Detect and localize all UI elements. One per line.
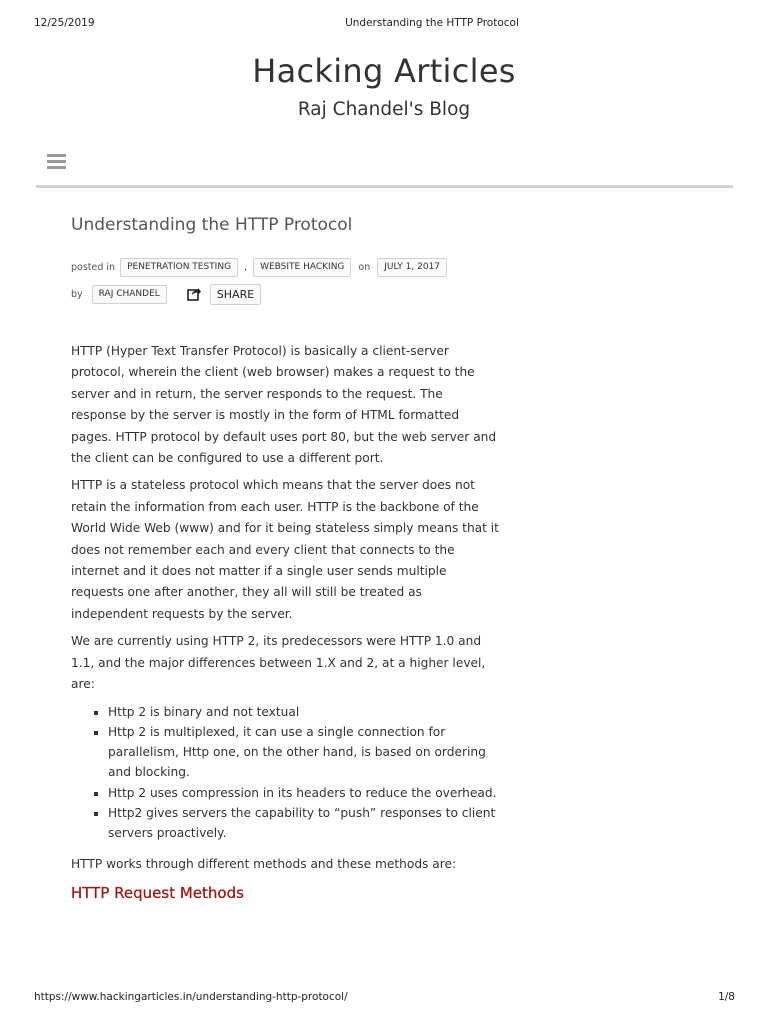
paragraph: HTTP (Hyper Text Transfer Protocol) is basically a client-server protocol, wherein the client (web browser) makes a request to the server and in return, the server responds to the request. The response by the server is mostly in the form of HTML formatted pages. HTTP protocol by default uses port 80, but the web server and the client can be configured to use a different port. — [71, 344, 497, 466]
category-tag-penetration-testing[interactable]: PENETRATION TESTING — [120, 258, 238, 277]
print-url[interactable]: https://www.hackingarticles.in/understanding-http-protocol/ — [34, 991, 348, 1003]
list-item: Http 2 is multiplexed, it can use a single connection for parallelism, Http one, on the other hand, is based on ordering and blocking. — [108, 722, 501, 783]
category-tag-website-hacking[interactable]: WEBSITE HACKING — [253, 258, 351, 277]
post-title: Understanding the HTTP Protocol — [71, 215, 353, 235]
http2-differences-list — [71, 702, 501, 844]
section-heading: HTTP Request Methods — [71, 883, 244, 902]
paragraph: We are currently using HTTP 2, its predecessors were HTTP 1.0 and 1.1, and the major differences between 1.X and 2, at a higher level, are: — [71, 634, 486, 692]
post-meta — [71, 257, 501, 313]
share-icon[interactable] — [187, 287, 201, 301]
article — [71, 212, 501, 905]
by-label: by — [71, 288, 83, 300]
print-date: 12/25/2019 — [34, 17, 95, 29]
post-date-tag[interactable]: JULY 1, 2017 — [377, 258, 447, 277]
print-header — [0, 17, 768, 33]
share-button[interactable]: SHARE — [210, 284, 261, 305]
category-separator: , — [244, 261, 248, 273]
paragraph: HTTP works through different methods and these methods are: — [71, 856, 457, 871]
page-number: 1/8 — [718, 991, 735, 1003]
list-item: Http 2 uses compression in its headers to reduce the overhead. — [108, 783, 501, 803]
nav-divider — [36, 185, 733, 188]
paragraph: HTTP is a stateless protocol which means that the server does not retain the information from each user. HTTP is the backbone of the World Wide Web (www) and for it being stateless simply means that it does not remember each and every client that connects to the internet and it does not matter if a single user sends multiple requests one after another, they all will still be treated as independent requests by the server. — [71, 478, 499, 621]
author-tag[interactable]: RAJ CHANDEL — [92, 285, 167, 304]
list-item: Http2 gives servers the capability to “push” responses to client servers proactively. — [108, 803, 501, 844]
site-tagline: Raj Chandel's Blog — [297, 99, 471, 120]
post-content — [71, 341, 501, 905]
posted-in-label: posted in — [71, 261, 116, 273]
print-page-title: Understanding the HTTP Protocol — [345, 17, 519, 29]
on-label: on — [358, 261, 371, 273]
hamburger-menu-icon[interactable] — [47, 154, 66, 169]
list-item: Http 2 is binary and not textual — [108, 702, 501, 722]
site-title[interactable]: Hacking Articles — [252, 52, 516, 90]
